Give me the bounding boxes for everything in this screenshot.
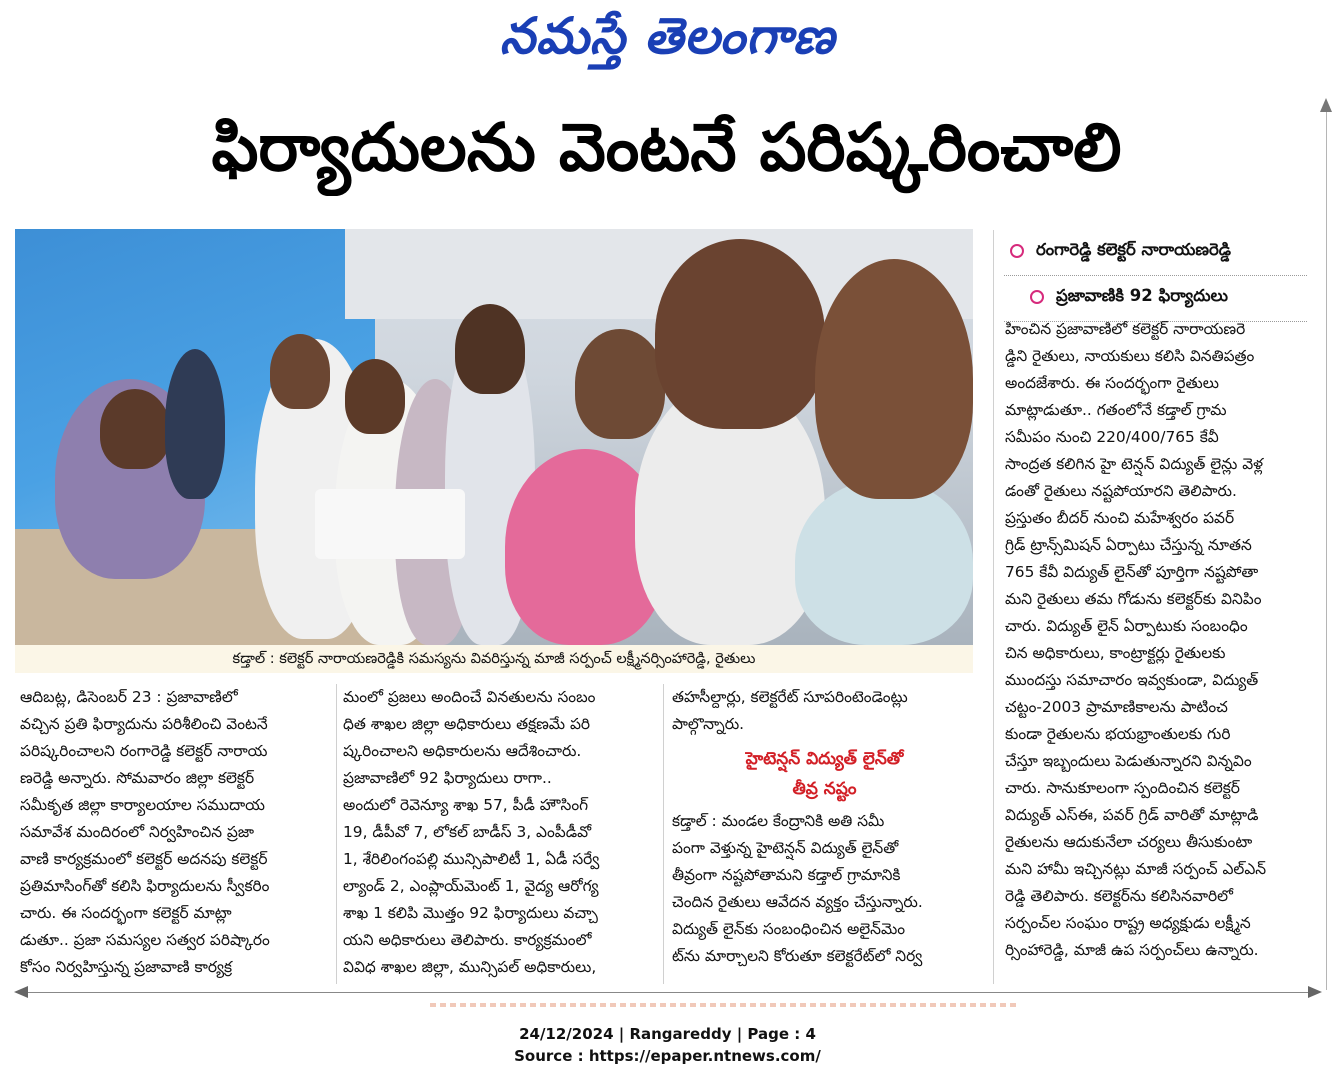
text-line: పంగా వెళ్తున్న హైటెన్షన్ విద్యుత్ లైన్‌తో [672,839,899,857]
text-line: గ్రిడ్ ట్రాన్స్‌మిషన్ ఏర్పాటు చేస్తున్న నూతన [1005,536,1252,554]
text-line: అందులో రెవెన్యూ శాఖ 57, పీడీ హౌసింగ్ [343,796,589,814]
text-line: ట్‌ను మార్చాలని కోరుతూ కలెక్టరేట్‌లో నిర్వ [672,947,923,965]
text-line: రైతులను ఆదుకునేలా చర్యలు తీసుకుంటా [1005,833,1253,851]
photo-paper-stack [315,489,465,559]
text-line: సర్పంచ్‌ల సంఘం రాష్ట్ర అధ్యక్షుడు లక్ష్మీన [1005,914,1251,932]
footer-date-line: 24/12/2024 | Rangareddy | Page : 4 [519,1025,816,1043]
page-footer [0,1023,1335,1067]
photo-person [455,304,525,394]
text-line: కుండా రైతులను భయభ్రాంతులకు గురి [1005,725,1231,743]
text-line: సమీకృత జిల్లా కార్యాలయాల సముదాయ [20,796,265,814]
article-headline: ఫిర్యాదులను వెంటనే పరిష్కరించాలి [211,109,1122,186]
text-line: యని అధికారులు తెలిపారు. కార్యక్రమంలో [343,931,592,949]
arrow-right-icon [1308,986,1322,998]
photo-person [655,239,825,429]
text-line: సమీపం నుంచి 220/400/765 కేవీ [1005,428,1219,446]
text-line: మంలో ప్రజలు అందించే వినతులను సంబం [343,688,596,706]
text-line: తహసీల్దార్లు, కలెక్టరేట్ సూపరింటెండెంట్లు [672,688,908,706]
text-line: ముందస్తు సమాచారం ఇవ్వకుండా, విద్యుత్ [1005,671,1259,689]
text-line: చారు. ఈ సందర్భంగా కలెక్టర్ మాట్లా [20,904,232,922]
text-line: మని రైతులు తమ గోడును కలెక్టర్‌కు వినిపిం [1005,590,1262,608]
footer-source-line: Source : https://epaper.ntnews.com/ [514,1047,821,1065]
text-line: ర్సింహారెడ్డి, మాజీ ఉప సర్పంచ్‌లు ఉన్నారు. [1005,941,1259,959]
text-line: చేస్తూ ఇబ్బందులు పెడుతున్నారని విన్నవిం [1005,752,1252,770]
text-line: సమావేశ మందిరంలో నిర్వహించిన ప్రజా [20,823,254,841]
text-line: డుతూ.. ప్రజా సమస్యల సత్వర పరిష్కారం [20,931,270,949]
text-line: 19, డీపీవో 7, లోకల్ బాడీస్ 3, ఎంపీడీవో [343,823,592,841]
text-line: విద్యుత్ లైన్‌కు సంబంధించిన అలైన్‌మెం [672,920,906,938]
subheading: హైటెన్షన్ విద్యుత్ లైన్‌తో [745,749,904,769]
text-line: శాఖ 1 కలిపి మొత్తం 92 ఫిర్యాదులు వచ్చా [343,904,598,922]
column-divider [993,230,994,984]
text-line: 1, శేరిలింగంపల్లి మున్సిపాలిటీ 1, ఏడీ సర్వే [343,850,600,868]
photo-caption: కడ్తాల్ : కలెక్టర్ నారాయణరెడ్డికి సమస్యను వివరిస్తున్న మాజీ సర్పంచ్ లక్ష్మీనర్సింహారెడ్డి, రైతులు [15,645,973,673]
text-line: ష్కరించాలని అధికారులను ఆదేశించారు. [343,742,582,760]
bullet-circle-icon [1030,290,1044,304]
article-column-4 [1005,316,1307,964]
text-line: వచ్చిన ప్రతి ఫిర్యాదును పరిశీలించి వెంటనే [20,715,268,733]
article-column-2 [343,684,651,981]
text-line: ల్యాండ్ 2, ఎంప్లాయ్‌మెంట్ 1, వైద్య ఆరోగ్య [343,877,599,895]
highlight-text: రంగారెడ్డి కలెక్టర్ నారాయణరెడ్డి [1036,240,1231,259]
text-line: చిన అధికారులు, కాంట్రాక్టర్లు రైతులకు [1005,644,1226,662]
text-line: ఆదిబట్ల, డిసెంబర్ 23 : ప్రజావాణిలో [20,688,238,706]
arrow-left-icon [14,986,28,998]
column-divider [663,684,664,984]
text-line: చట్టం-2003 ప్రామాణికాలను పాటించ [1005,698,1228,716]
photo-person [795,479,973,645]
text-line: డ్డిని రైతులు, నాయకులు కలిసి వినతిపత్రం [1005,347,1255,365]
text-line: మాట్లాడుతూ.. గతంలోనే కడ్తాల్ గ్రామ [1005,401,1227,419]
photo-person [345,359,405,434]
photo-person [815,259,973,499]
text-line: రెడ్డి తెలిపారు. కలెక్టర్‌ను కలిసినవారిలో [1005,887,1233,905]
photo-person [270,334,330,409]
photo-person [100,389,170,469]
highlight-item [1004,230,1307,276]
text-line: ణరెడ్డి అన్నారు. సోమవారం జిల్లా కలెక్టర్ [20,769,255,787]
photo-person [165,349,225,499]
text-line: చారు. సానుకూలంగా స్పందించిన కలెక్టర్ [1005,779,1240,797]
text-line: ప్రజావాణిలో 92 ఫిర్యాదులు రాగా.. [343,769,552,787]
highlight-text: ప్రజావాణికి 92 ఫిర్యాదులు [1056,286,1228,305]
text-line: విద్యుత్ ఎస్ఈ, పవర్ గ్రిడ్ వారితో మాట్లాడి [1005,806,1259,824]
masthead-logo: నమస్తే తెలంగాణ [499,6,836,65]
text-line: వాణి కార్యక్రమంలో కలెక్టర్ అదనపు కలెక్టర్ [20,850,268,868]
text-line: ప్రస్తుతం బీదర్ నుంచి మహేశ్వరం పవర్ [1005,509,1235,527]
text-line: కడ్తాల్ : మండల కేంద్రానికి అతి సమీ [672,812,885,830]
scroll-indicator-line [16,992,1314,993]
text-line: 765 కేవీ విద్యుత్ లైన్‌తో పూర్తిగా నష్టపోతా [1005,563,1259,581]
text-line: పాల్గొన్నారు. [672,715,745,733]
article-column-3 [672,684,977,970]
scroll-indicator-line [1326,110,1327,990]
article-photo [15,229,973,645]
text-line: పరిష్కరించాలని రంగారెడ్డి కలెక్టర్ నారాయ [20,742,268,760]
text-line: ధిత శాఖల జిల్లా అధికారులు తక్షణమే పరి [343,715,591,733]
text-line: చెందిన రైతులు ఆవేదన వ్యక్తం చేస్తున్నారు. [672,893,923,911]
subheading: తీవ్ర నష్టం [792,779,857,799]
text-line: వివిధ శాఖల జిల్లా, మున్సిపల్ అధికారులు, [343,958,597,976]
text-line: సాంద్రత కలిగిన హై టెన్షన్ విద్యుత్ లైన్లు వెళ్ల [1005,455,1264,473]
text-line: మని హామీ ఇచ్చినట్లు మాజీ సర్పంచ్ ఎల్ఎన్ [1005,860,1267,878]
dashed-rule [430,1003,1020,1007]
column-divider [336,684,337,984]
text-line: కోసం నిర్వహిస్తున్న ప్రజావాణి కార్యక్ర [20,958,233,976]
text-line: తీవ్రంగా నష్టపోతామని కడ్తాల్ గ్రామానికి [672,866,901,884]
text-line: అందజేశారు. ఈ సందర్భంగా రైతులు [1005,374,1219,392]
text-line: డంతో రైతులు నష్టపోయారని తెలిపారు. [1005,482,1237,500]
scroll-up-arrow-icon [1320,98,1332,112]
text-line: హించిన ప్రజావాణిలో కలెక్టర్ నారాయణరె [1005,320,1246,338]
bullet-circle-icon [1010,244,1024,258]
text-line: ప్రతిమాసింగ్‌తో కలిసి ఫిర్యాదులను స్వీకరిం [20,877,270,895]
photo-person [575,329,665,439]
text-line: చారు. విద్యుత్ లైన్ ఏర్పాటుకు సంబంధిం [1005,617,1248,635]
highlights-box [1004,230,1307,322]
article-column-1 [20,684,330,981]
